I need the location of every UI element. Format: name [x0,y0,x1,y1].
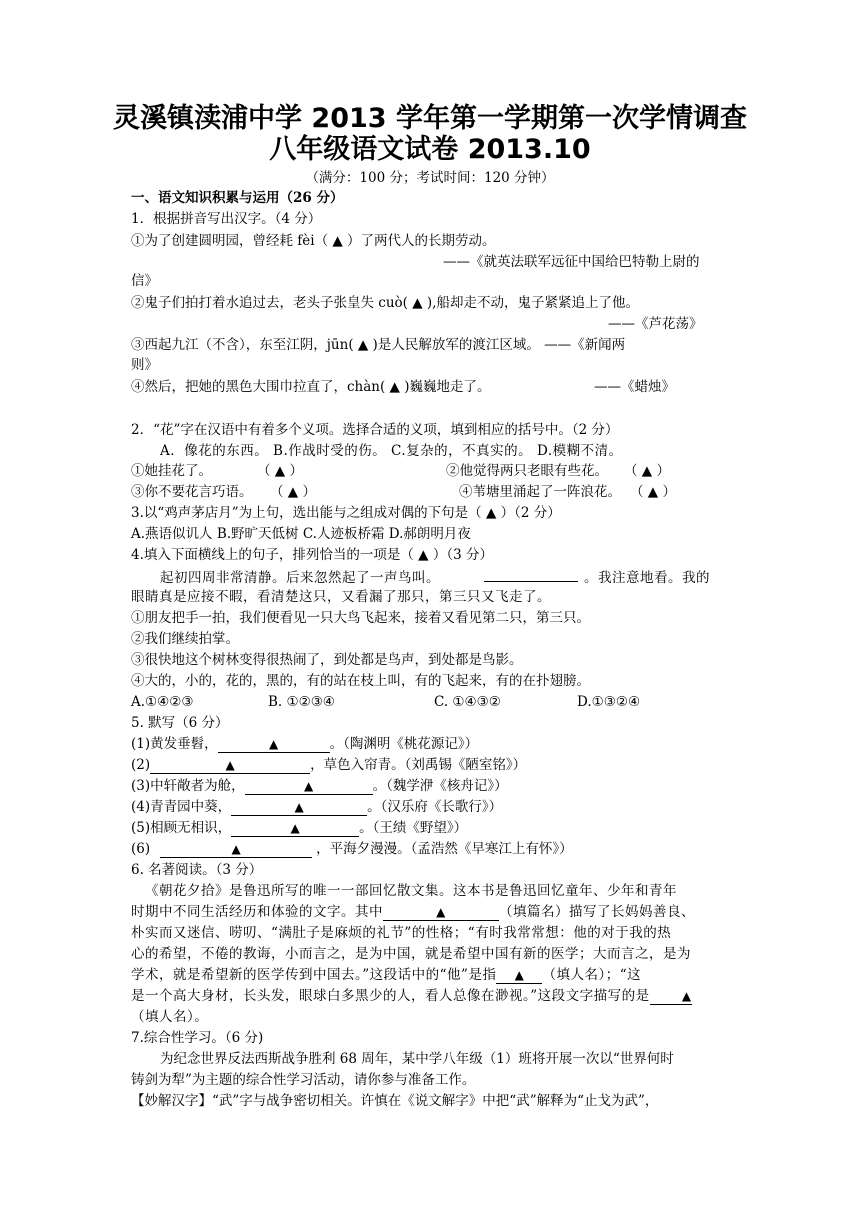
exam-subtitle-title: 八年级语文试卷 2013.10 [269,134,591,165]
q3-stem: 3.以“鸡声茅店月”为上句，选出能与之组成对偶的下句是（ ▲ ）（2 分） [131,505,561,521]
q5-line3 [131,776,508,796]
q6-passage-line5 [131,965,641,985]
q6-passage-line6 [131,986,692,1006]
q4-option-b: B. ①②③④ [268,694,335,710]
q6-passage-line3: 朴实而又迷信、唠叨、“满肚子是麻烦的礼节”的性格；“有时我常常想：他的对于我的热 [131,925,672,941]
q5-line2-source: ，草色入帘青。（刘禹锡《陋室铭》） [310,757,527,773]
q4-option-c: C. ①④③② [434,694,501,710]
answer-marker-icon: ▲ [290,821,300,835]
q6-passage-text: （填人名）；“这 [542,967,642,983]
answer-marker-icon: ▲ [269,737,279,751]
exam-meta: （满分：100 分；考试时间：120 分钟） [305,170,555,186]
q4-passage-line1 [160,566,710,588]
q5-stem: 5. 默写（6 分） [131,715,229,731]
q5-line1-source: 。（陶渊明《桃花源记》） [329,736,479,752]
q5-line4-prompt: (4)青青园中葵， [131,799,232,815]
q5-line2-blank[interactable] [150,758,310,774]
q6-stem: 6. 名著阅读。（3 分） [131,862,263,878]
q1-item4-source: ——《蜡烛》 [594,379,675,395]
q4-sentence1: ①朋友把手一拍，我们便看见一只大鸟飞起来，接着又看见第二只，第三只。 [131,610,590,626]
q6-passage-line2 [131,902,695,922]
q5-line5-source: 。（王绩《野望》） [359,820,468,836]
q5-line3-source: 。（魏学洢《核舟记》） [372,778,508,794]
q6-passage-line7: （填人名）。 [131,1009,209,1025]
q6-passage-text: 时期中不同生活经历和体验的文字。其中 [131,904,383,920]
answer-marker-icon: ▲ [436,905,446,919]
q4-answer-blank[interactable] [484,566,578,582]
q4-sentence3: ③很快地这个树林变得很热闹了，到处都是鸟声，到处都是鸟影。 [131,652,523,668]
q5-line6-blank[interactable] [160,842,312,858]
q5-line2 [131,755,526,775]
q5-line4 [131,797,502,817]
q7-intro-line2: 铸剑为犁”为主题的综合性学习活动，请你参与准备工作。 [131,1072,476,1088]
q6-passage-text: 是一个高大身材，长头发，眼球白多黑少的人，看人总像在渺视。”这段文字描写的是 [131,988,650,1004]
q2-item1-blank[interactable]: （ ▲ ） [257,463,303,479]
q7-stem: 7.综合性学习。（6 分) [131,1030,264,1046]
q4-passage-text: 起初四周非常清静。后来忽然起了一声鸟叫。 [160,570,440,586]
q6-blank-person1[interactable] [496,968,542,984]
q5-line5 [131,818,467,838]
q5-line5-blank[interactable] [231,821,359,837]
q6-passage-text: （填篇名）描写了长妈妈善良、 [499,904,695,920]
q6-passage-text: 学术，就是希望新的医学传到中国去。”这段话中的“他”是指 [131,967,497,983]
q5-line6 [131,839,573,859]
q5-line6-source: ，平海夕漫漫。（孟浩然《早寒江上有怀》） [316,841,573,857]
q2-item3-blank[interactable]: （ ▲ ） [270,484,316,500]
q1-item3-source-cont: 则》 [131,357,158,373]
q2-stem: 2．“花”字在汉语中有着多个义项。选择合适的义项，填到相应的括号中。（2 分） [131,422,619,438]
q5-line6-prompt: (6) [131,841,151,857]
q5-line4-source: 。（汉乐府《长歌行》） [367,799,503,815]
q5-line3-prompt: (3)中轩敞者为舱， [131,778,245,794]
q2-item4: ④苇塘里涌起了一阵浪花。 [459,484,621,500]
q6-passage-line4: 心的希望，不倦的教诲，小而言之，是为中国，就是希望中国有新的医学；大而言之，是为 [131,946,691,962]
q2-item1: ①她挂花了。 [131,463,212,479]
q1-item2-source: ——《芦花荡》 [608,316,703,332]
q5-line3-blank[interactable] [245,779,373,795]
exam-title: 灵溪镇渎浦中学 2013 学年第一学期第一次学情调查 [113,103,747,134]
q1-item4: ④然后，把她的黑色大围巾拉直了，chàn( ▲ )巍巍地走了。 [131,379,491,395]
q4-option-a: A.①④②③ [131,694,194,710]
q5-line5-prompt: (5)相顾无相识， [131,820,232,836]
q1-item1-source: ——《就英法联军远征中国给巴特勒上尉的 [443,254,700,270]
q4-sentence2: ②我们继续拍掌。 [131,631,239,647]
q7-intro-line1: 为纪念世界反法西斯战争胜利 68 周年，某中学八年级（1）班将开展一次以“世界何时 [160,1051,674,1067]
answer-marker-icon: ▲ [294,800,304,814]
answer-marker-icon: ▲ [514,968,525,982]
q7-subsection: 【妙解汉字】“武”字与战争密切相关。许慎在《说文解字》中把“武”解释为“止戈为武”， [131,1093,659,1109]
q6-passage-line1: 《朝花夕拾》是鲁迅所写的唯一一部回忆散文集。这本书是鲁迅回忆童年、少年和青年 [145,883,677,899]
q5-line1-prompt: (1)黄发垂髫， [131,736,218,752]
q5-line2-prompt: (2) [131,757,151,773]
q5-line1 [131,734,478,754]
q1-stem: 1．根据拼音写出汉字。（4 分） [131,211,322,227]
q2-item3: ③你不要花言巧语。 [131,484,253,500]
q5-line1-blank[interactable] [218,737,330,753]
answer-marker-icon: ▲ [304,779,314,793]
q2-item4-blank[interactable]: （ ▲ ） [630,484,676,500]
q4-stem: 4.填入下面横线上的句子，排列恰当的一项是（ ▲ ）（3 分） [131,547,493,563]
q3-options: A.燕语似讥人 B.野旷天低树 C.人迹板桥霜 D.郝朗明月夜 [131,526,471,542]
answer-marker-icon: ▲ [231,842,241,856]
q2-item2: ②他觉得两只老眼有些花。 [446,463,608,479]
q2-options: A．像花的东西。 B.作战时受的伤。 C.复杂的，不真实的。 D.模糊不清。 [160,443,623,459]
q1-item3: ③西起九江（不含），东至江阴，jūn( ▲ )是人民解放军的渡江区域。 ——《新闻两 [131,337,626,353]
q2-item2-blank[interactable]: （ ▲ ） [624,463,670,479]
q4-sentence4: ④大的，小的，花的，黑的，有的站在枝上叫，有的飞起来，有的在扑翅膀。 [131,673,590,689]
answer-marker-icon: ▲ [681,989,692,1003]
q1-item1-source-cont: 信》 [131,273,158,289]
q4-passage-line2: 眼睛真是应接不暇，看清楚这只，又看漏了那只，第三只又飞走了。 [131,589,551,605]
q1-item1: ①为了创建圆明园，曾经耗 fèi（ ▲ ）了两代人的长期劳动。 [131,233,496,249]
section-heading: 一、语文知识积累与运用（26 分） [131,190,344,206]
q6-blank-title[interactable] [383,905,499,921]
q5-line4-blank[interactable] [231,800,367,816]
answer-marker-icon: ▲ [225,758,235,772]
q4-passage-end: 。我注意地看。我的 [584,570,710,586]
q6-blank-person2[interactable] [650,989,692,1005]
q1-item2: ②鬼子们拍打着水追过去，老头子张皇失 cuò( ▲ ),船却走不动，鬼子紧紧追上了他。 [131,295,639,311]
q4-option-d: D.①③②④ [577,694,641,710]
